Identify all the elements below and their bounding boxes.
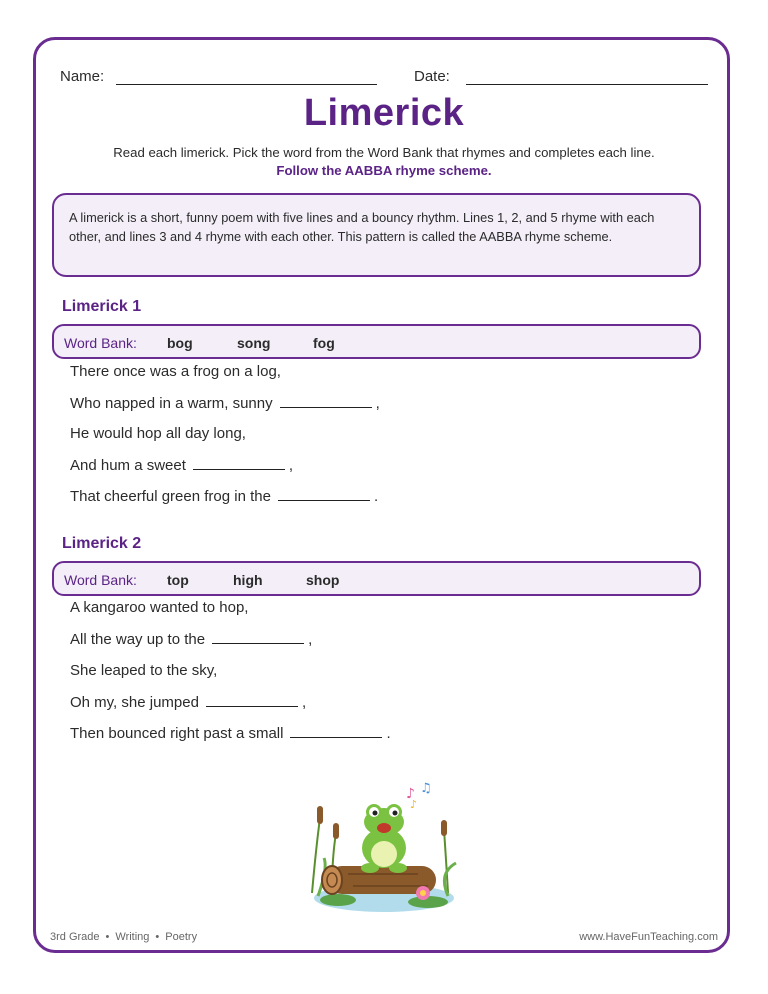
answer-blank[interactable] bbox=[290, 723, 382, 738]
line-punctuation: , bbox=[308, 631, 313, 648]
word-bank-word: high bbox=[233, 572, 263, 588]
word-bank-2 bbox=[52, 561, 701, 596]
page-title: Limerick bbox=[303, 92, 465, 134]
poem-line-text: There once was a frog on a log, bbox=[70, 363, 281, 380]
bullet-separator: • bbox=[105, 931, 110, 943]
subject-tag: Writing bbox=[115, 931, 150, 943]
line-punctuation: , bbox=[301, 694, 307, 711]
name-label: Name: bbox=[60, 68, 105, 85]
date-field[interactable] bbox=[466, 84, 708, 85]
poem-line-text: She leaped to the sky, bbox=[70, 662, 218, 679]
answer-blank[interactable] bbox=[193, 455, 285, 470]
poem-line-text: That cheerful green frog in the bbox=[70, 488, 271, 505]
poem-line-text: Oh my, she jumped bbox=[70, 694, 199, 711]
line-punctuation: , bbox=[288, 457, 294, 474]
answer-blank[interactable] bbox=[212, 629, 304, 644]
name-field[interactable] bbox=[116, 84, 377, 85]
line-punctuation: . bbox=[373, 488, 379, 505]
bullet-separator: • bbox=[155, 931, 160, 943]
limerick-1-title: Limerick 1 bbox=[62, 298, 142, 315]
limerick-definition-box: A limerick is a short, funny poem with five lines and a bouncy rhythm. Lines 1, 2, and 5 rhyme with each other, and lines 3 and 4 rhyme with each other. This pattern is called the AABBA rhyme scheme. bbox=[52, 193, 701, 277]
grade-tag: 3rd Grade bbox=[50, 931, 100, 943]
frog-on-log-illustration bbox=[298, 778, 470, 918]
poem-line-text: And hum a sweet bbox=[70, 457, 186, 474]
name-date-row bbox=[60, 68, 710, 90]
limerick-2-title: Limerick 2 bbox=[62, 535, 142, 552]
date-label: Date: bbox=[414, 68, 450, 85]
rhyme-scheme-note: Follow the AABBA rhyme scheme. bbox=[276, 163, 492, 178]
topic-tag: Poetry bbox=[165, 931, 198, 943]
instructions bbox=[0, 144, 768, 180]
poem-line bbox=[70, 692, 306, 712]
poem-line bbox=[70, 629, 312, 649]
answer-blank[interactable] bbox=[280, 393, 372, 408]
answer-blank[interactable] bbox=[206, 692, 298, 707]
word-bank-word: fog bbox=[313, 335, 335, 351]
poem-line bbox=[70, 598, 248, 618]
svg-text:♪: ♪ bbox=[406, 786, 415, 802]
word-bank-label: Word Bank: bbox=[64, 335, 137, 351]
poem-line-text: He would hop all day long, bbox=[70, 425, 246, 442]
poem-line-text: Who napped in a warm, sunny bbox=[70, 395, 273, 412]
word-bank-word: top bbox=[167, 572, 189, 588]
svg-text:♫: ♫ bbox=[420, 781, 432, 796]
poem-line bbox=[70, 661, 217, 681]
site-url: www.HaveFunTeaching.com bbox=[579, 931, 718, 943]
line-punctuation: . bbox=[386, 725, 391, 742]
word-bank-word: bog bbox=[167, 335, 193, 351]
svg-text:♪: ♪ bbox=[410, 798, 418, 811]
word-bank-word: shop bbox=[306, 572, 340, 588]
poem-line bbox=[70, 393, 380, 413]
line-punctuation: , bbox=[375, 395, 380, 412]
poem-line-text: A kangaroo wanted to hop, bbox=[70, 599, 249, 616]
word-bank-word: song bbox=[237, 335, 271, 351]
word-bank-1 bbox=[52, 324, 701, 359]
answer-blank[interactable] bbox=[278, 486, 370, 501]
poem-line-text: Then bounced right past a small bbox=[70, 725, 284, 742]
poem-line-text: All the way up to the bbox=[70, 631, 206, 648]
instructions-line: Read each limerick. Pick the word from the Word Bank that rhymes and completes each line. bbox=[113, 145, 655, 160]
poem-line bbox=[70, 424, 246, 444]
poem-line bbox=[70, 486, 378, 506]
poem-line bbox=[70, 723, 391, 743]
poem-line bbox=[70, 362, 281, 382]
word-bank-label: Word Bank: bbox=[64, 572, 137, 588]
poem-line bbox=[70, 455, 293, 475]
footer-tags bbox=[50, 931, 197, 943]
